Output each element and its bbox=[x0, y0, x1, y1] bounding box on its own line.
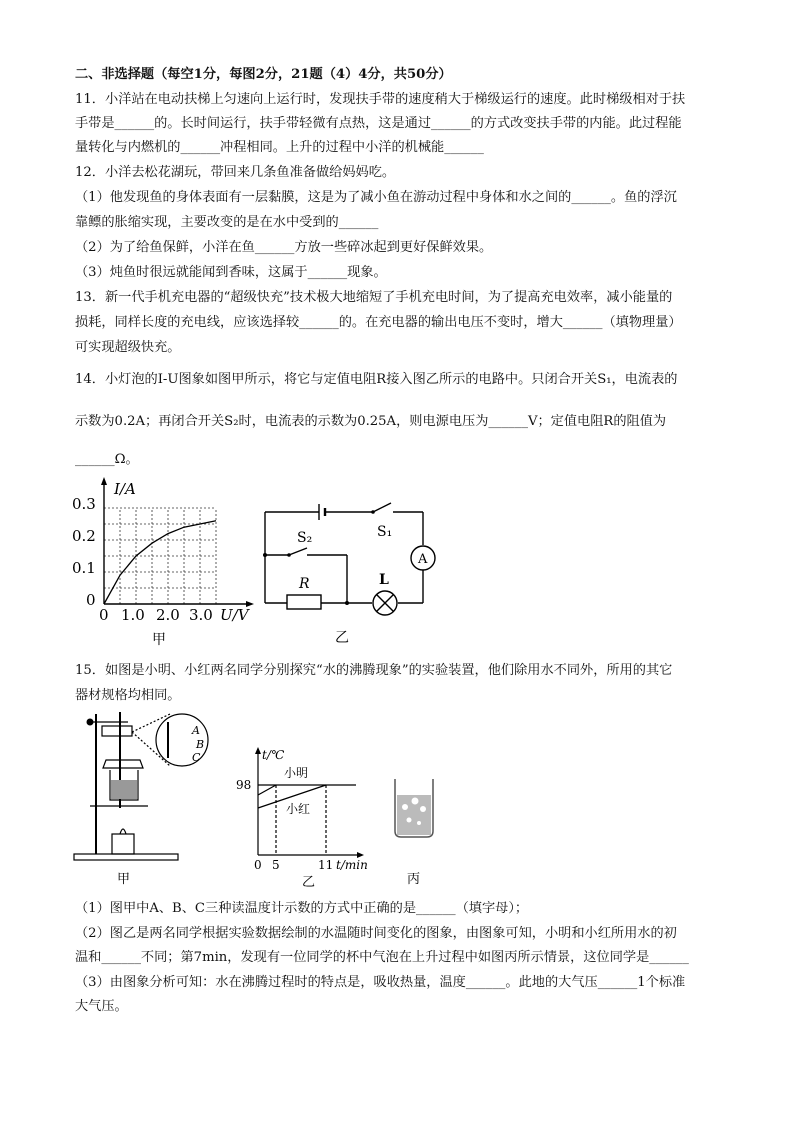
iu-ytick: 0.1 bbox=[72, 559, 96, 577]
l-label: L bbox=[379, 572, 389, 588]
label-yi: 乙 bbox=[302, 875, 316, 890]
s1-label: S₁ bbox=[377, 524, 393, 540]
q11-line1: 11．小洋站在电动扶梯上匀速向上运行时，发现扶手带的速度稍大于梯级运行的速度。此时梯级相对于扶 bbox=[75, 92, 686, 107]
q15-part2-b: 温和______不同；第7min，发现有一位同学的杯中气泡在上升过程中如图丙所示情景，这位同学是______ bbox=[75, 950, 689, 965]
eye-b-label: B bbox=[196, 738, 205, 751]
temp-y98: 98 bbox=[236, 778, 252, 792]
circuit-diagram bbox=[255, 490, 445, 650]
temp-xlabel: t/min bbox=[336, 858, 368, 872]
temp-x0: 0 bbox=[254, 858, 262, 872]
circuit-label: 乙 bbox=[335, 630, 349, 646]
q11-line2: 手带是______的。长时间运行，扶手带轻微有点热，这是通过______的方式改变扶手带的内能。此过程能 bbox=[75, 116, 682, 131]
iu-graph bbox=[70, 474, 255, 649]
q12-line5: （3）炖鱼时很远就能闻到香味，这属于______现象。 bbox=[75, 265, 387, 280]
iu-ytick: 0.2 bbox=[72, 527, 96, 545]
q13-line3: 可实现超级快充。 bbox=[75, 340, 181, 355]
iu-y-arrow bbox=[101, 477, 107, 485]
q14-line3: ______Ω。 bbox=[75, 452, 139, 467]
xiaohong-label: 小红 bbox=[286, 802, 311, 816]
water bbox=[111, 780, 137, 799]
switch-s2 bbox=[289, 548, 307, 555]
q14-line2: 示数为0.2A；再闭合开关S₂时，电流表的示数为0.25A，则电源电压为______V；定值电阻R的阻值为 bbox=[75, 414, 667, 429]
iu-xtick: 3.0 bbox=[189, 606, 213, 624]
q14-line1: 14．小灯泡的I-U图象如图甲所示，将它与定值电阻R接入图乙所示的电路中。只闭合开关S₁，电流表的 bbox=[75, 372, 678, 387]
temperature-graph bbox=[230, 745, 380, 890]
q12-line1: 12．小洋去松花湖玩，带回来几条鱼准备做给妈妈吃。 bbox=[75, 165, 396, 180]
eye-c-label: C bbox=[192, 751, 201, 764]
boiling-apparatus bbox=[70, 708, 210, 888]
q15-line1: 15．如图是小明、小红两名同学分别探究“水的沸腾现象”的实验装置，他们除用水不同外，所用的其它 bbox=[75, 663, 673, 678]
xiaoming-label: 小明 bbox=[284, 766, 309, 780]
section-title: 二、非选择题（每空1分，每图2分，21题（4）4分，共50分） bbox=[75, 67, 452, 82]
s2-label: S₂ bbox=[297, 530, 313, 546]
q11-line3: 量转化与内燃机的______冲程相同。上升的过程中小洋的机械能______ bbox=[75, 140, 484, 155]
iu-ylabel: I/A bbox=[114, 480, 136, 498]
q15-part3-a: （3）由图象分析可知：水在沸腾过程时的特点是，吸收热量，温度______。此地的大气压______1个标准 bbox=[75, 975, 686, 990]
temp-x11: 11 bbox=[318, 858, 334, 872]
label-jia: 甲 bbox=[117, 872, 131, 887]
label-bing: 丙 bbox=[407, 872, 421, 887]
iu-xlabel: U/V bbox=[220, 606, 249, 624]
iu-xtick: 0 bbox=[99, 606, 109, 624]
iu-ytick: 0.3 bbox=[72, 495, 96, 513]
ammeter-label: A bbox=[418, 552, 428, 567]
q12-line2: （1）他发现鱼的身体表面有一层黏膜，这是为了减小鱼在游动过程中身体和水之间的______。鱼的浮沉 bbox=[75, 190, 677, 205]
resistor-r bbox=[287, 595, 321, 609]
iu-grid bbox=[104, 508, 216, 604]
q12-line3: 靠鳔的胀缩实现，主要改变的是在水中受到的______ bbox=[75, 215, 379, 230]
iu-ytick: 0 bbox=[86, 591, 96, 609]
temp-x5: 5 bbox=[272, 858, 280, 872]
iu-xtick: 2.0 bbox=[156, 606, 180, 624]
q15-part1: （1）图甲中A、B、C三种读温度计示数的方式中正确的是______（填字母）； bbox=[75, 901, 529, 916]
iu-curve bbox=[104, 521, 216, 604]
temp-ylabel: t/℃ bbox=[262, 748, 285, 762]
q15-part2-a: （2）图乙是两名同学根据实验数据绘制的水温随时间变化的图象，由图象可知，小明和小红所用水的初 bbox=[75, 926, 677, 941]
q13-line2: 损耗，同样长度的充电线，应该选择较______的。在充电器的输出电压不变时，增大______（填物理量） bbox=[75, 315, 682, 330]
iu-graph-label: 甲 bbox=[152, 632, 166, 648]
eye-a-label: A bbox=[192, 724, 200, 737]
q12-line4: （2）为了给鱼保鲜，小洋在鱼______方放一些碎冰起到更好保鲜效果。 bbox=[75, 240, 493, 255]
q15-part3-b: 大气压。 bbox=[75, 999, 128, 1014]
q13-line1: 13．新一代手机充电器的“超级快充”技术极大地缩短了手机充电时间，为了提高充电效率，减小能量的 bbox=[75, 290, 673, 305]
iu-xtick: 1.0 bbox=[121, 606, 145, 624]
bubble-beaker bbox=[385, 775, 445, 887]
q15-line2: 器材规格均相同。 bbox=[75, 688, 181, 703]
switch-s1 bbox=[373, 503, 391, 512]
r-label: R bbox=[299, 576, 310, 592]
stand-base bbox=[74, 854, 178, 860]
